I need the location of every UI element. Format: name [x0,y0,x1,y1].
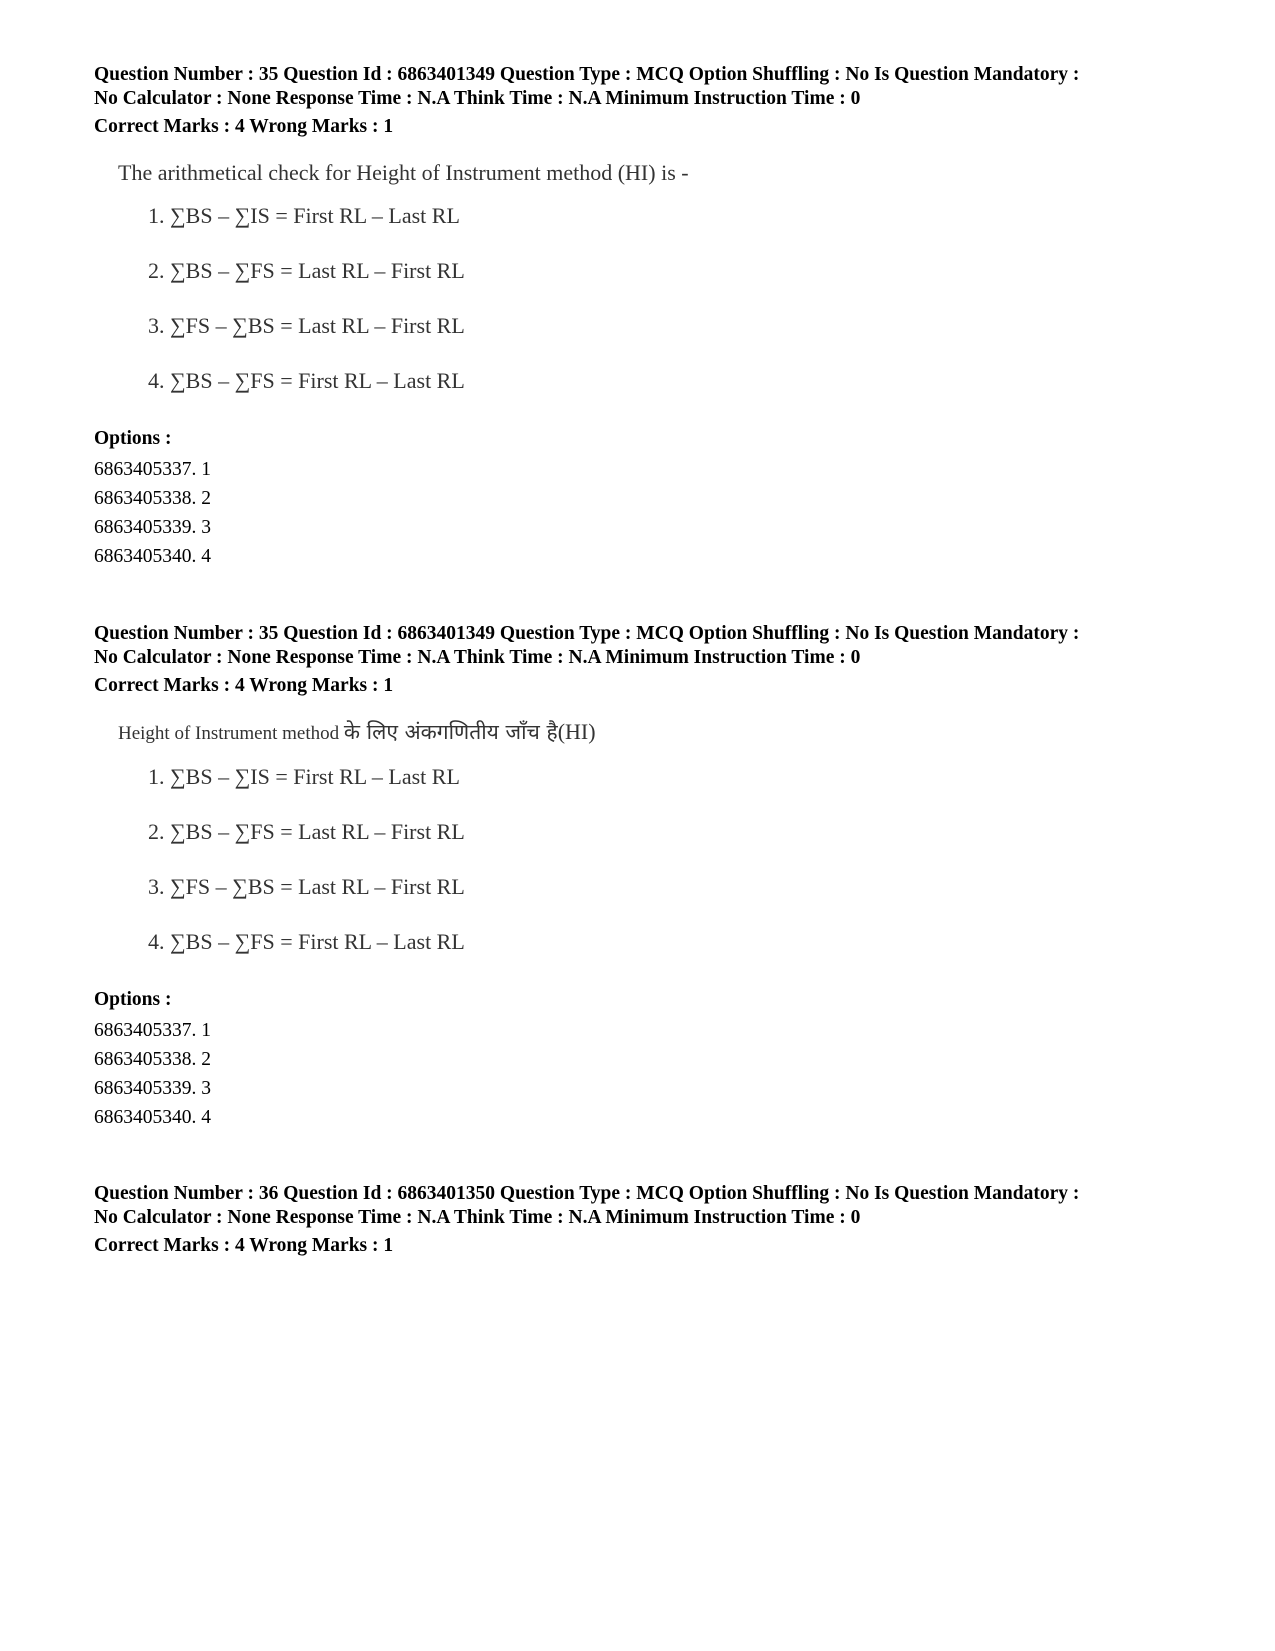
option-item: 6863405337. 1 [94,1020,211,1041]
option-item: 6863405337. 1 [94,459,211,480]
choice-list [118,762,1204,982]
option-item: 6863405340. 4 [94,546,211,567]
option-item: 6863405338. 2 [94,488,211,509]
question-marks: Correct Marks : 4 Wrong Marks : 1 [94,675,394,696]
options-list [94,455,1204,571]
question-block-1 [94,63,1204,571]
option-item: 6863405339. 3 [94,1078,211,1099]
option-item: 6863405339. 3 [94,517,211,538]
choice-item: 4. ∑BS – ∑FS = First RL – Last RL [148,368,465,393]
question-stem [118,716,1204,750]
question-block-3 [94,1182,1204,1258]
question-stem-text: The arithmetical check for Height of Instrument method (HI) is - [118,160,689,185]
choice-item: 2. ∑BS – ∑FS = Last RL – First RL [148,819,465,844]
question-meta-line-2: No Calculator : None Response Time : N.A Think Time : N.A Minimum Instruction Time : 0 [94,1207,861,1228]
options-title: Options : [94,989,172,1010]
question-meta-line-1: Question Number : 36 Question Id : 6863401350 Question Type : MCQ Option Shuffling : No Is Question Mandatory : [94,1183,1080,1204]
question-meta [94,1182,1204,1230]
choice-item: 1. ∑BS – ∑IS = First RL – Last RL [148,764,460,789]
question-image [118,157,1204,421]
choice-item: 1. ∑BS – ∑IS = First RL – Last RL [148,203,460,228]
question-stem-hindi: के लिए अंकगणितीय जाँच है [343,720,558,744]
option-item: 6863405340. 4 [94,1107,211,1128]
question-stem-tail: (HI) [557,719,596,744]
question-block-2 [94,622,1204,1132]
choice-item: 4. ∑BS – ∑FS = First RL – Last RL [148,929,465,954]
question-meta [94,63,1204,111]
question-image [118,716,1204,982]
choice-item: 2. ∑BS – ∑FS = Last RL – First RL [148,258,465,283]
question-meta-line-1: Question Number : 35 Question Id : 6863401349 Question Type : MCQ Option Shuffling : No Is Question Mandatory : [94,623,1080,644]
choice-item: 3. ∑FS – ∑BS = Last RL – First RL [148,874,465,899]
question-stem [118,157,1204,189]
question-meta-line-2: No Calculator : None Response Time : N.A Think Time : N.A Minimum Instruction Time : 0 [94,647,861,668]
options-list [94,1016,1204,1132]
options-title: Options : [94,428,172,449]
question-meta-line-1: Question Number : 35 Question Id : 6863401349 Question Type : MCQ Option Shuffling : No Is Question Mandatory : [94,64,1080,85]
choice-item: 3. ∑FS – ∑BS = Last RL – First RL [148,313,465,338]
question-stem-text: Height of Instrument method [118,723,344,744]
question-meta-line-2: No Calculator : None Response Time : N.A Think Time : N.A Minimum Instruction Time : 0 [94,88,861,109]
question-marks: Correct Marks : 4 Wrong Marks : 1 [94,116,394,137]
question-marks: Correct Marks : 4 Wrong Marks : 1 [94,1235,394,1256]
question-meta [94,622,1204,670]
option-item: 6863405338. 2 [94,1049,211,1070]
choice-list [118,201,1204,421]
